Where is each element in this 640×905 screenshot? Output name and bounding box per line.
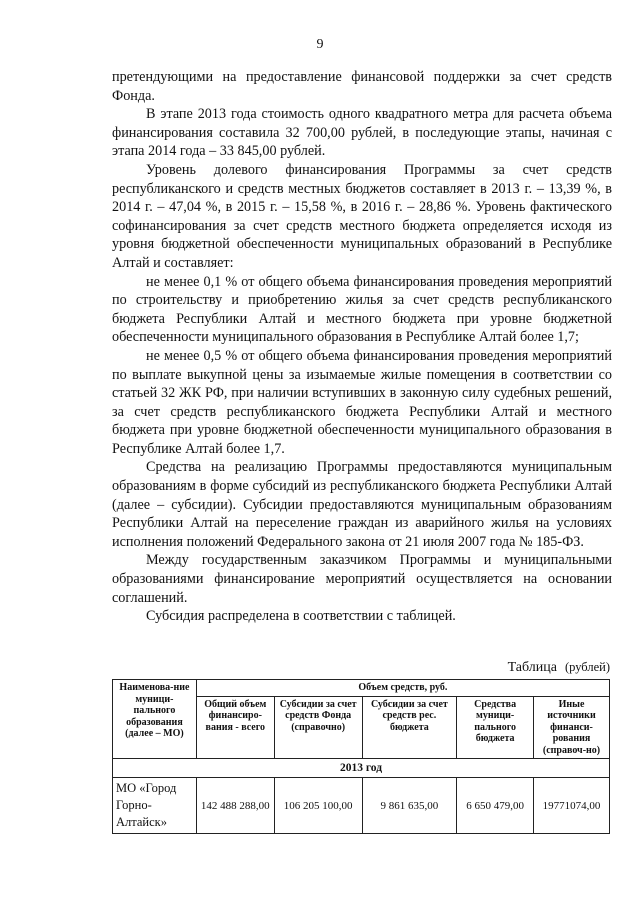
table-caption-label: Таблица [507,660,557,675]
cell-republic-subsidy: 9 861 635,00 [362,778,457,834]
paragraph: Уровень долевого финансирования Программы за счет средств республиканского и средств местных бюджетов составляет в 2013 г. – 13,39 %, в 2014 г. – 47,04 %, в 2015 г. – 15,58 %, в 2016 г. – 28,86 %. Уровень фактического софинансирования за счет средств местного бюджета определяется исходя из уровня бюджетной обеспеченности муниципальных образований в Республике Алтай и составляет: [112,161,612,271]
header-total: Общий объем финансиро-вания - всего [196,696,274,759]
paragraph: Субсидия распределена в соответствии с таблицей. [146,608,456,625]
funding-table [112,679,610,834]
body-text [112,68,612,626]
cell-other-sources: 19771074,00 [534,778,610,834]
paragraph: не менее 0,1 % от общего объема финансирования проведения мероприятий по строительству и приобретению жилья за счет средств республиканского бюджета Республики Алтай и местного бюджета при уровне бюджетной обеспеченности муниципального образования в Республике Алтай более 1,7; [112,273,612,346]
header-mo: Наименова-ние муници-пального образования (далее – МО) [113,680,197,759]
header-fund-subsidy: Субсидии за счет средств Фонда (справочно) [274,696,362,759]
paragraph: В этапе 2013 года стоимость одного квадратного метра для расчета объема финансирования составила 32 700,00 рублей, в последующие этапы, начиная с этапа 2014 года – 33 845,00 рублей. [112,106,612,160]
cell-mo: МО «Город Горно-Алтайск» [113,778,197,834]
paragraph: не менее 0,5 % от общего объема финансирования проведения мероприятий по выплате выкупной цены за изымаемые жилые помещения в соответствии со статьей 32 ЖК РФ, при наличии вступивших в законную силу судебных решений, за счет средств республиканского бюджета Республики Алтай и местного бюджета при уровне бюджетной обеспеченности муниципального образования в Республике Алтай более 1,7. [112,347,612,457]
page-number: 9 [316,37,324,52]
table-caption [508,660,610,676]
cell-fund-subsidy: 106 205 100,00 [274,778,362,834]
table-header-row [113,680,610,697]
header-other-sources: Иные источники финанси-рования (справоч-но) [534,696,610,759]
cell-total: 142 488 288,00 [196,778,274,834]
paragraph: Средства на реализацию Программы предоставляются муниципальным образованиям в форме субсидий из республиканского бюджета Республики Алтай (далее – субсидии). Субсидии предоставляются муниципальным образованиям Республики Алтай на переселение граждан из аварийного жилья на условиях исполнения положений Федерального закона от 21 июля 2007 года № 185-ФЗ. [112,459,612,550]
header-group: Объем средств, руб. [196,680,609,697]
table-year-row [113,759,610,778]
cell-municipal-budget: 6 650 479,00 [457,778,534,834]
header-municipal-budget: Средства муници-пального бюджета [457,696,534,759]
paragraph: Между государственным заказчиком Программы и муниципальными образованиями финансирование мероприятий осуществляется на основании соглашений. [112,552,612,606]
year-label: 2013 год [113,759,610,778]
header-republic-subsidy: Субсидии за счет средств рес. бюджета [362,696,457,759]
table-units: (рублей) [564,660,610,674]
paragraph: претендующими на предоставление финансовой поддержки за счет средств Фонда. [112,69,612,104]
table-row [113,778,610,834]
